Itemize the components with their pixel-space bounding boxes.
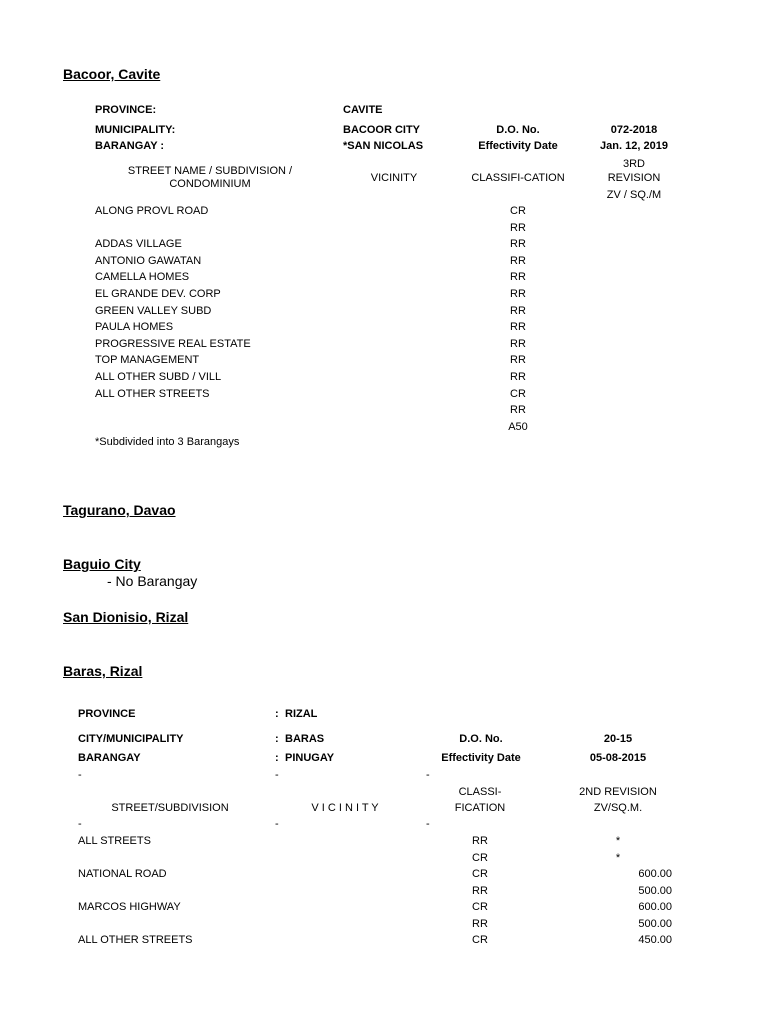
baras-do-value: 20-15: [603, 733, 633, 745]
table-row-classification: RR: [510, 271, 526, 284]
baras-column-header-classification: CLASSI-: [458, 786, 502, 798]
table-row-classification: CR: [472, 851, 488, 864]
baras-effectivity-label: Effectivity Date: [441, 752, 521, 764]
table-row-classification: RR: [510, 354, 526, 367]
dash: -: [78, 818, 82, 830]
dash: -: [275, 818, 279, 830]
baras-column-header-classification-2: FICATION: [454, 802, 506, 814]
do-value: 072-2018: [610, 124, 658, 136]
table-row-classification: CR: [472, 868, 488, 880]
baras-effectivity-value: 05-08-2015: [589, 752, 647, 764]
do-label: D.O. No.: [496, 124, 540, 136]
municipality-value: BACOOR CITY: [343, 124, 420, 136]
table-row-street: PAULA HOMES: [95, 321, 174, 334]
baras-colon: :: [275, 752, 279, 764]
table-row-value: *: [615, 851, 621, 864]
baras-province-label: PROVINCE: [78, 708, 136, 720]
table-row-classification: RR: [510, 404, 526, 417]
baras-province-value: RIZAL: [285, 708, 318, 720]
baras-do-label: D.O. No.: [459, 733, 503, 745]
table-row-classification: CR: [472, 934, 488, 946]
table-row-classification: CR: [472, 901, 488, 913]
table-row-value: *: [615, 835, 621, 847]
table-row-classification: RR: [472, 884, 488, 897]
baras-column-header-revision: 2ND REVISION: [579, 786, 657, 798]
baras-column-header-vicinity: V I C I N I T Y: [311, 802, 379, 814]
table-row-classification: RR: [510, 321, 526, 334]
section-heading-baras: Baras, Rizal: [63, 663, 143, 679]
section-heading-tagurano: Tagurano, Davao: [63, 502, 176, 518]
section-heading-sandionisio: San Dionisio, Rizal: [63, 609, 189, 625]
table-row-street: GREEN VALLEY SUBD: [95, 304, 212, 317]
baras-city-label: CITY/MUNICIPALITY: [78, 733, 184, 745]
baras-column-header-street: STREET/SUBDIVISION: [111, 802, 229, 814]
table-row-street: ALONG PROVL ROAD: [95, 205, 209, 217]
section-heading-baguio: Baguio City: [63, 556, 141, 572]
section-heading-bacoor: Bacoor, Cavite: [63, 66, 161, 82]
column-header-classification: CLASSIFI-CATION: [471, 172, 565, 184]
table-row-value: 500.00: [638, 917, 672, 930]
column-header-street: STREET NAME / SUBDIVISION /: [127, 165, 293, 177]
barangay-value: *SAN NICOLAS: [343, 140, 424, 152]
baras-colon: :: [275, 708, 279, 720]
table-row-street: EL GRANDE DEV. CORP: [95, 288, 221, 300]
table-row-value: 600.00: [638, 868, 672, 880]
column-header-street-2: CONDOMINIUM: [169, 178, 251, 190]
table-row-classification: CR: [510, 387, 526, 400]
table-row-classification: RR: [510, 221, 526, 234]
table-row-street: ALL STREETS: [78, 835, 151, 847]
column-header-revision-2: REVISION: [607, 172, 661, 184]
dash: -: [78, 769, 82, 781]
table-row-classification: RR: [510, 288, 526, 300]
table-row-value: 450.00: [638, 934, 672, 946]
footnote: *Subdivided into 3 Barangays: [95, 436, 240, 448]
column-header-zv: ZV / SQ./M: [606, 189, 662, 201]
table-row-street: ALL OTHER SUBD / VILL: [95, 371, 222, 383]
barangay-label: BARANGAY :: [95, 140, 165, 152]
table-row-classification: RR: [510, 238, 526, 251]
table-row-value: 500.00: [638, 884, 672, 897]
dash: -: [275, 769, 279, 781]
province-label: PROVINCE:: [95, 104, 157, 116]
table-row-street: ANTONIO GAWATAN: [95, 254, 202, 267]
column-header-vicinity: VICINITY: [370, 172, 418, 184]
effectivity-value: Jan. 12, 2019: [600, 140, 668, 152]
table-row-classification: A50: [508, 420, 528, 433]
column-header-revision: 3RD: [622, 158, 645, 170]
table-row-classification: RR: [510, 371, 526, 383]
table-row-street: ALL OTHER STREETS: [78, 934, 193, 946]
baras-barangay-label: BARANGAY: [78, 752, 141, 764]
table-row-classification: RR: [510, 337, 526, 350]
no-barangay-note: - No Barangay: [107, 573, 198, 589]
table-row-value: 600.00: [638, 901, 672, 913]
table-row-street: TOP MANAGEMENT: [95, 354, 200, 367]
baras-barangay-value: PINUGAY: [285, 752, 335, 764]
table-row-street: ADDAS VILLAGE: [95, 238, 182, 251]
table-row-classification: CR: [510, 205, 526, 217]
baras-column-header-zv: ZV/SQ.M.: [593, 802, 643, 814]
municipality-label: MUNICIPALITY:: [95, 124, 176, 136]
table-row-street: CAMELLA HOMES: [95, 271, 190, 284]
baras-colon: :: [275, 733, 279, 745]
table-row-street: MARCOS HIGHWAY: [78, 901, 181, 913]
table-row-street: NATIONAL ROAD: [78, 868, 167, 880]
province-value: CAVITE: [343, 104, 383, 116]
table-row-classification: RR: [472, 917, 488, 930]
table-row-street: PROGRESSIVE REAL ESTATE: [95, 337, 251, 350]
effectivity-label: Effectivity Date: [478, 140, 558, 152]
dash: -: [426, 818, 430, 830]
baras-city-value: BARAS: [285, 733, 325, 745]
table-row-street: ALL OTHER STREETS: [95, 387, 210, 400]
table-row-classification: RR: [510, 304, 526, 317]
table-row-classification: RR: [510, 254, 526, 267]
table-row-classification: RR: [472, 835, 488, 847]
dash: -: [426, 769, 430, 781]
